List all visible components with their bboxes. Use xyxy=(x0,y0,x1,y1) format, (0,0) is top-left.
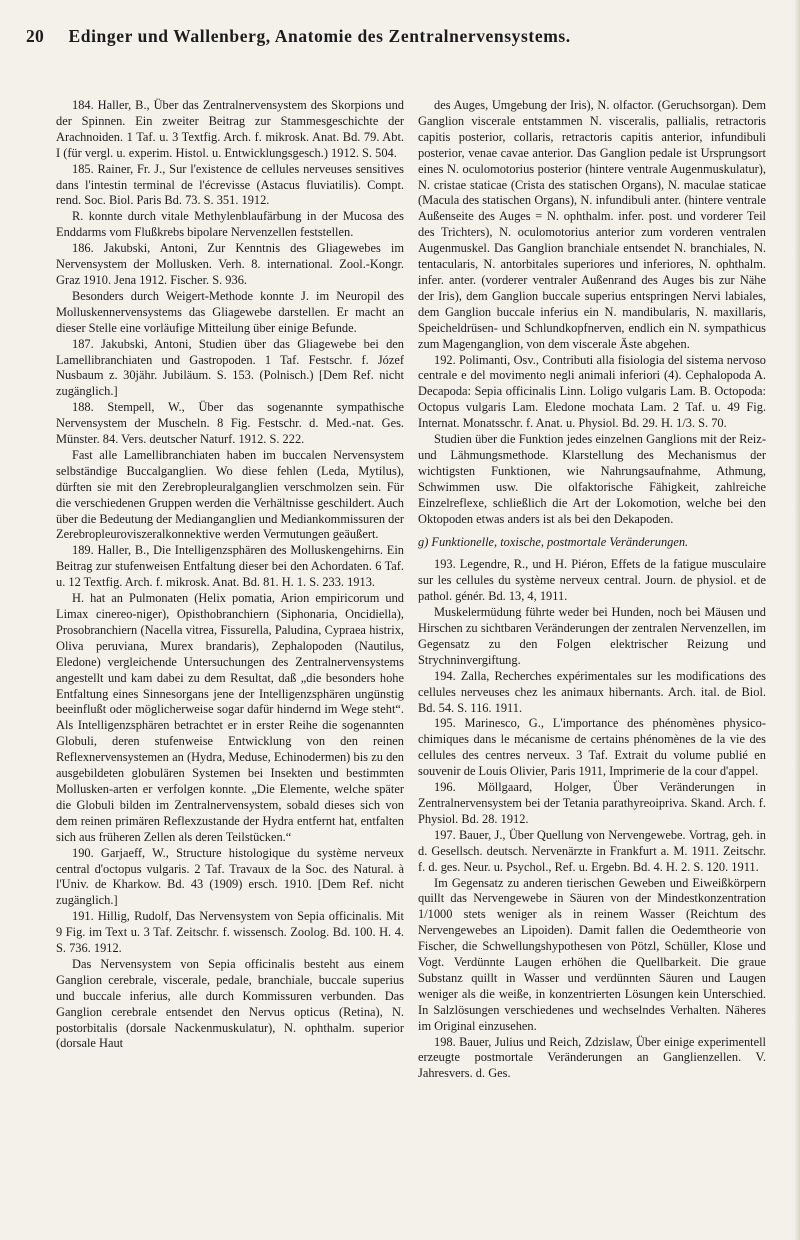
paragraph: 192. Polimanti, Osv., Contributi alla fisiologia del sistema nervoso centrale e del movimento negli animali inferiori (4). Cephalopoda A. Decapoda: Sepia officinalis Linn. Loligo vulgaris Lam. B. Octopoda: Octopus vulgaris Lam. Eledone mochata Lam. 2 Taf. u. 49 Fig. Internat. Monatsschr. f. Anat. u. Physiol. Bd. 29. H. 1/3. S. 70. xyxy=(418,352,766,431)
paragraph: 184. Haller, B., Über das Zentralnervensystem des Skorpions und der Spinnen. Ein zweiter Beitrag zur Stammesgeschichte der Arachnoiden. 1 Taf. u. 3 Textfig. Arch. f. mikrosk. Anat. Bd. 79. Abt. I (für vergl. u. experim. Histol. u. Entwicklungsgesch.) 1912. S. 504. xyxy=(56,98,404,160)
paragraph: 186. Jakubski, Antoni, Zur Kenntnis des Gliagewebes im Nervensystem der Mollusken. Verh. 8. international. Zool.-Kongr. Graz 1910. Jena 1912. Fischer. S. 936. xyxy=(56,241,404,287)
paragraph: Das Nervensystem von Sepia officinalis besteht aus einem Ganglion cerebrale, viscerale, pedale, branchiale, buccale superius und buccale inferius, alle durch Kommissuren verbunden. Das Ganglion cerebrale entsendet den Nervus opticus (Retina), N. postorbitalis (dorsale Nackenmuskulatur), N. ophthalm. superior (dorsale Haut xyxy=(56,956,404,1051)
page-number: 20 xyxy=(26,26,44,46)
paragraph: 187. Jakubski, Antoni, Studien über das Gliagewebe bei den Lamellibranchiaten und Gastropoden. 1 Taf. Festschr. f. Józef Nusbaum z. 30jähr. Jubiläum. S. 153. (Polnisch.) [Dem Ref. nicht zugänglich.] xyxy=(56,336,404,399)
paragraph: 197. Bauer, J., Über Quellung von Nervengewebe. Vortrag, geh. in d. Gesellsch. deutsch. Nervenärzte in Frankfurt a. M. 1911. Zeitschr. f. d. ges. Neur. u. Psychol., Ref. u. Ergebn. Bd. 4. H. 2. S. 120. 1911. xyxy=(418,827,766,874)
paragraph: R. konnte durch vitale Methylenblaufärbung in der Mucosa des Enddarms vom Flußkrebs bipolare Nervenzellen feststellen. xyxy=(56,209,404,240)
right-column xyxy=(418,98,766,1082)
paragraph: H. hat an Pulmonaten (Helix pomatia, Arion empiricorum und Limax cinereo-niger), Opisthobranchiern (Siphonaria, Oncidiella), Prosobranchiern (Nacella vitrea, Fissurella, Paludina, Cypraea histrix, Oliva peruviana, Murex brandaris), Zephalopoden (Nautilus, Eledone) vergleichende Untersuchungen des Zentralnervensystems angestellt und kam dabei zu dem Resultat, daß „die besonders hohe Entfaltung eines Sinnesorgans jene der Intelligenzsphären ungünstig beeinflußt oder möglicherweise sogar dafür hindernd im Wege steht“. Als Intelligenzsphären betrachtet er in erster Reihe die sogenannten Globuli, deren stufenweise Entwicklung von den reinen Reflexnervensystemen an (Hydra, Meduse, Echinodermen) bis zu den ausgebildeten globulären Systemen bei Insekten und bestimmten Mollusken-arten er verfolgen konnte. „Die Elemente, welche später die Globuli bilden im Zentralnervensystem, sobald dieses sich von dem reinen primären Reflexzustande der Hydra entfernt hat, entfalten sich aus früheren Zellen als deren Teilstücken.“ xyxy=(56,591,404,844)
paragraph: 191. Hillig, Rudolf, Das Nervensystem von Sepia officinalis. Mit 9 Fig. im Text u. 3 Taf. Zeitschr. f. wissensch. Zoolog. Bd. 100. H. 4. S. 736. 1912. xyxy=(56,909,404,956)
page-edge-shadow xyxy=(794,0,800,1240)
paragraph: 185. Rainer, Fr. J., Sur l'existence de cellules nerveuses sensitives dans l'intestin terminal de l'écrevisse (Astacus fluviatilis). Compt. rend. Soc. Biol. Paris Bd. 73. S. 351. 1912. xyxy=(56,161,404,208)
paragraph: 193. Legendre, R., und H. Piéron, Effets de la fatigue musculaire sur les cellules du système nerveux central. Journ. de physiol. et de pathol. génér. Bd. 13, 4, 1911. xyxy=(418,557,766,604)
paragraph: Muskelermüdung führte weder bei Hunden, noch bei Mäusen und Hirschen zu sichtbaren Veränderungen der zentralen Nervenzellen, im Gegensatz zu den Folgen elektrischer Reizung und Strychninvergiftung. xyxy=(418,605,766,667)
paragraph: 190. Garjaeff, W., Structure histologique du système nerveux central d'octopus vulgaris. 2 Taf. Travaux de la Soc. des Natural. à l'Univ. de Kharkow. Bd. 43 (1909) ersch. 1910. [Dem Ref. nicht zugänglich.] xyxy=(56,845,404,908)
section-heading: g) Funktionelle, toxische, postmortale Veränderungen. xyxy=(418,535,689,550)
paragraph: 198. Bauer, Julius und Reich, Zdzislaw, Über einige experimentell erzeugte postmortale Veränderungen an Ganglienzellen. V. Jahresvers. d. Ges. xyxy=(418,1034,766,1081)
paragraph: 189. Haller, B., Die Intelligenzsphären des Molluskengehirns. Ein Beitrag zur stufenweisen Entfaltung dieser bei den Achordaten. 6 Taf. u. 12 Textfig. Arch. f. mikrosk. Anat. Bd. 81. H. 1. S. 233. 1913. xyxy=(56,543,404,590)
running-title: Edinger und Wallenberg, Anatomie des Zentralnervensystems. xyxy=(68,26,571,46)
running-header xyxy=(26,26,774,50)
paragraph: Fast alle Lamellibranchiaten haben im buccalen Nervensystem selbständige Buccalganglien. Wo diese fehlen (Leda, Mytilus), dürften sie mit den Zerebropleuralganglien verschmolzen sein. Für die verschiedenen Gruppen werden die Verhältnisse geschildert. Auch über die Bedeutung der Medianganglien und Mediankommissuren der Zerebropleuroviszeralkonnektive werden Vermutungen geäußert. xyxy=(56,447,404,542)
paragraph: 195. Marinesco, G., L'importance des phénomènes physico-chimiques dans le mécanisme de certains phénomènes de la vie des cellules des centres nerveux. 3 Taf. Extrait du volume publié en souvenir de Louis Olivier, Paris 1911, Imprimerie de la cour d'appel. xyxy=(418,716,766,779)
paragraph: 194. Zalla, Recherches expérimentales sur les modifications des cellules nerveuses chez les animaux hibernants. Arch. ital. de Biol. Bd. 54. S. 116. 1911. xyxy=(418,668,766,715)
paragraph: Studien über die Funktion jedes einzelnen Ganglions mit der Reiz- und Lähmungsmethode. Klarstellung des Mechanismus der wichtigsten Funktionen, wie Nahrungsaufnahme, Athmung, Schwimmen usw. Die olfaktorische Fähigkeit, zahlreiche Einzelreflexe, schließlich die Art der Lokomotion, welche bei den Oktopoden etwas anders ist als bei den Dekapoden. xyxy=(418,432,766,526)
paragraph: Besonders durch Weigert-Methode konnte J. im Neuropil des Molluskennervensystems das Gliagewebe darstellen. Er macht an dieser Stelle eine vorläufige Mitteilung über einige Befunde. xyxy=(56,288,404,335)
paragraph: des Auges, Umgebung der Iris), N. olfactor. (Geruchsorgan). Dem Ganglion viscerale entstammen N. visceralis, pallialis, retractoris capitis posterior, collaris, retractoris capitis anterior, infundibuli posterior, venae cavae anterior. Das Ganglion pedale ist Ursprungsort eines N. oculomotorius posterior (hintere ventrale Augenmuskulatur), N. cristae staticae (Crista des statischen Organs), N. maculae staticae (Macula des statischen Organs), N. infundibuli anter. (hintere ventrale Außenseite des Auges = N. ophthalm. infer. post. und vorderer Teil des Trichters), N. oculomotorius anterior zum vorderen ventralen Augenmuskel. Das Ganglion branchiale entsendet N. branchiales, N. tentacularis, N. antorbitales superiores und inferiores, N. ophthalm. infer. anter. (vorderer ventraler Außenrand des Auges bis zur Nähe der Iris), dem Ganglion buccale superius entspringen Nervi labiales, dem Ganglion buccale inferius ein N. mandibularis, N. maxillaris, Speicheldrüsen- und Schlundkopfnerven, endlich ein N. sympathicus zum Magenganglion, von dem viscerale Äste abgehen. xyxy=(418,98,766,351)
paragraph: 196. Möllgaard, Holger, Über Veränderungen in Zentralnervensystem bei der Tetania parathyreoipriva. Skand. Arch. f. Physiol. Bd. 28. 1912. xyxy=(418,780,766,826)
left-column xyxy=(56,98,404,1052)
paragraph: 188. Stempell, W., Über das sogenannte sympathische Nervensystem der Muscheln. 8 Fig. Festschr. d. Med.-nat. Ges. Münster. 84. Vers. deutscher Naturf. 1912. S. 222. xyxy=(56,400,404,447)
paragraph: Im Gegensatz zu anderen tierischen Geweben und Eiweißkörpern quillt das Nervengewebe in Säuren von der Mindestkonzentration 1/1000 stets weniger als in reinem Wasser (Reichtum des Nervengewebes an Lipoiden). Damit fallen die Oedemtheorie von Fischer, die Schwellungshypothesen von Pötzl, Schüller, Klose und Vogt. Verdünnte Laugen erhöhen die Quellbarkeit. Die graue Substanz quillt in Wasser und verdünnten Säuren und Laugen weniger als die weiße, in konzentrierten Lösungen kein Unterschied. In Salzlösungen verschiedenes und wechselndes Verhalten. Näheres im Original einzusehen. xyxy=(418,875,766,1033)
